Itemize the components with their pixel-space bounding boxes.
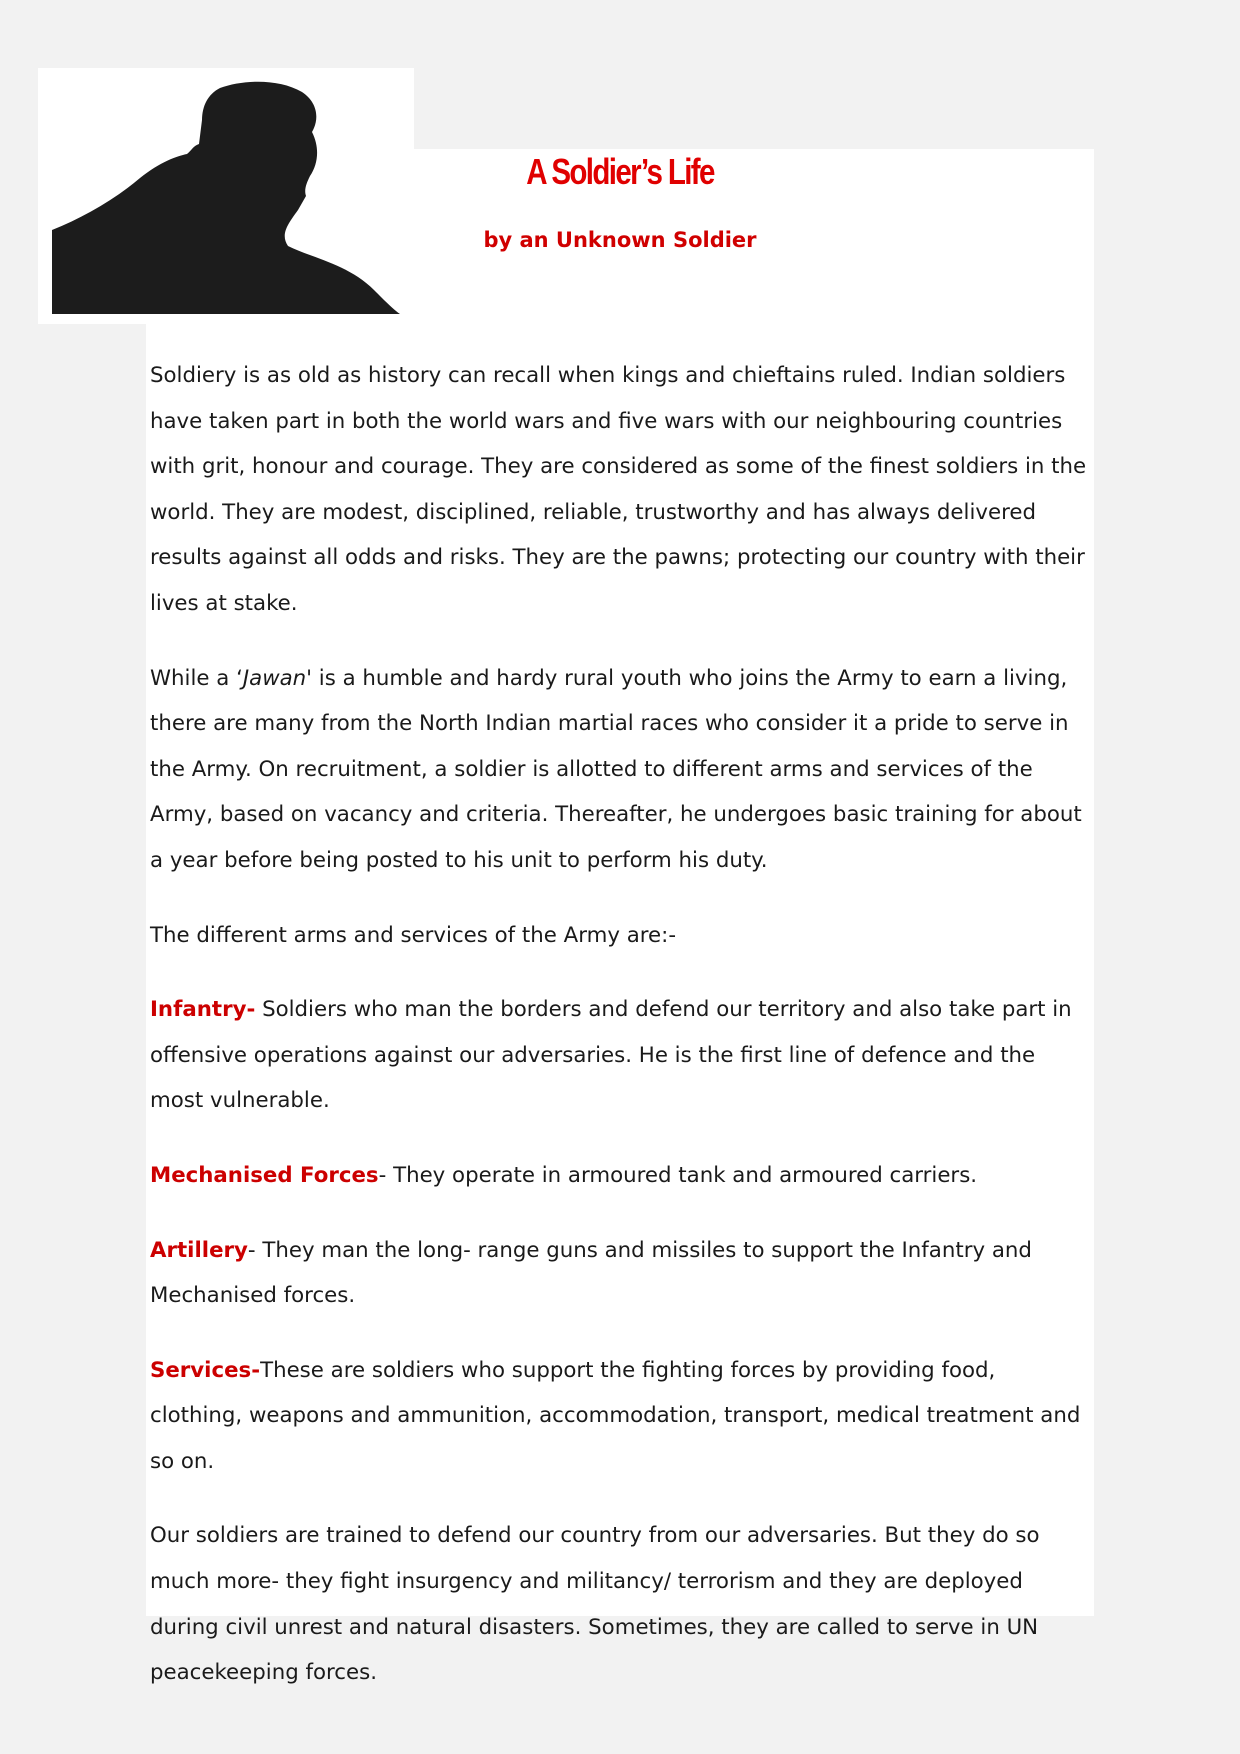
paragraph-jawan <box>150 656 1090 884</box>
jawan-term: Jawan <box>242 665 307 691</box>
paragraph-services <box>150 1348 1090 1485</box>
artillery-text: - They man the long- range guns and missiles to support the Infantry and Mechanised forces. <box>150 1237 1032 1309</box>
jawan-post: ' is a humble and hardy rural youth who joins the Army to earn a living, there are many from the North Indian martial races who consider it a pride to serve in the Army. On recruitment, a soldier is allotted to different arms and services of the Army, based on vacancy and criteria. Thereafter, he undergoes basic training for about a year before being posted to his unit to perform his duty. <box>150 665 1082 873</box>
article-byline: by an Unknown Soldier <box>483 228 757 252</box>
article-body <box>150 353 1090 1725</box>
paragraph-intro: Soldiery is as old as history can recall when kings and chieftains ruled. Indian soldiers have taken part in both the world wars and five wars with our neighbouring countries with grit, honour and courage. They are considered as some of the finest soldiers in the world. They are modest, disciplined, reliable, trustworthy and has always delivered results against all odds and risks. They are the pawns; protecting our country with their lives at stake. <box>150 363 1087 616</box>
services-term: Services- <box>150 1357 261 1383</box>
paragraph-arms-intro: The different arms and services of the Army are:- <box>150 922 677 948</box>
paragraph-conclusion: Our soldiers are trained to defend our country from our adversaries. But they do so much more- they fight insurgency and militancy/ terrorism and they are deployed during civil unrest and natural disasters. Sometimes, they are called to serve in UN peacekeeping forces. <box>150 1523 1040 1686</box>
header-image <box>38 68 414 324</box>
paragraph-mechanised <box>150 1153 1090 1199</box>
services-text: These are soldiers who support the fighting forces by providing food, clothing, weapons and ammunition, accommodation, transport, medical treatment and so on. <box>150 1357 1081 1474</box>
article-title: A Soldier’s Life <box>526 151 714 192</box>
infantry-text: Soldiers who man the borders and defend our territory and also take part in offensive operations against our adversaries. He is the first line of defence and the most vulnerable. <box>150 997 1072 1114</box>
paragraph-infantry <box>150 987 1090 1124</box>
mechanised-term: Mechanised Forces <box>150 1162 379 1188</box>
paragraph-artillery <box>150 1228 1090 1319</box>
jawan-pre: While a ‘ <box>150 665 243 691</box>
saluting-soldier-silhouette-icon <box>52 78 402 314</box>
artillery-term: Artillery <box>150 1237 248 1263</box>
mechanised-text: - They operate in armoured tank and armoured carriers. <box>378 1162 978 1188</box>
infantry-term: Infantry- <box>150 997 256 1023</box>
